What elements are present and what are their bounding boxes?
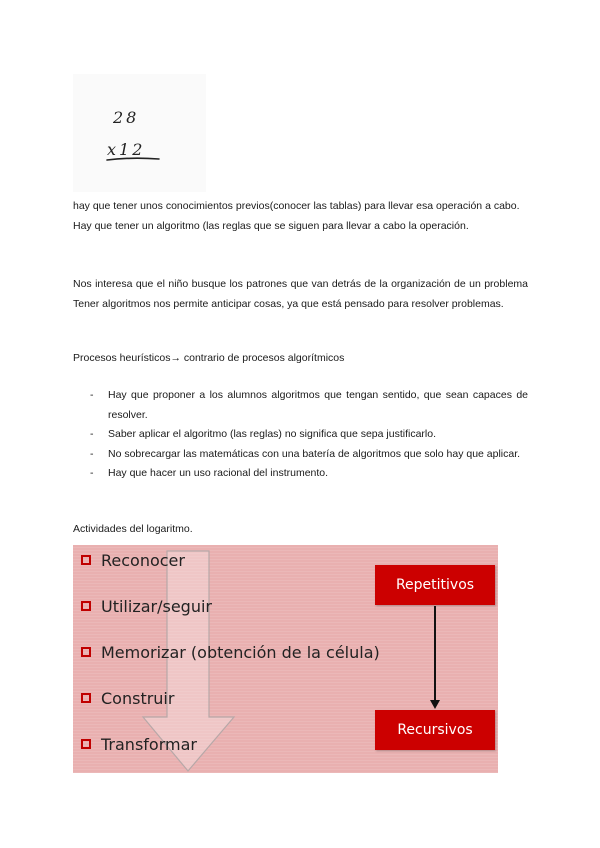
handwritten-top-number: 28 [113,108,140,127]
list-item-text: No sobrecargar las matemáticas con una batería de algoritmos que solo hay que aplicar. [108,447,521,460]
diagram-item-label: Utilizar/seguir [101,596,212,616]
recursivos-box: Recursivos [375,710,495,750]
diagram-caption: Actividades del logaritmo. [73,523,193,535]
diagram-item-label: Construir [101,688,175,708]
list-item-text: Saber aplicar el algoritmo (las reglas) no significa que sepa justificarlo. [108,428,436,440]
intro-line-1: hay que tener unos conocimientos previos(conocer las tablas) para llevar esa operación a cabo. [73,200,520,212]
diagram-item-memorizar [81,640,380,664]
checkbox-square-icon [81,601,91,611]
diagram-item-utilizar [81,594,212,618]
checkbox-square-icon [81,647,91,657]
heuristic-processes-line: Procesos heurísticos→ contrario de procesos algorítmicos [73,352,345,364]
list-item-text: Hay que hacer un uso racional del instrumento. [108,467,329,479]
diagram-item-transformar [81,732,197,756]
diagram-item-label: Transformar [101,734,197,754]
algorithm-guidelines-list [90,386,528,484]
intro-paragraph [73,197,528,236]
handwritten-multiplication-image [73,74,206,192]
diagram-item-label: Memorizar (obtención de la célula) [101,642,380,662]
handwritten-underline [107,158,159,160]
diagram-item-label: Reconocer [101,550,185,570]
repetitivos-box: Repetitivos [375,565,495,605]
intro-line-2: Hay que tener un algoritmo (las reglas que se siguen para llevar a cabo la operación. [73,219,469,232]
diagram-item-construir [81,686,174,710]
connector-arrowhead-icon [430,700,440,709]
list-item: - Hay que proponer a los alumnos algoritmos que tengan sentido, que sean capaces de resolver. [90,389,528,421]
checkbox-square-icon [81,739,91,749]
list-item: - Hay que hacer un uso racional del instrumento. [90,467,329,479]
diagram-item-reconocer [81,548,185,572]
list-item: - Saber aplicar el algoritmo (las reglas) no significa que sepa justificarlo. [90,428,436,440]
patterns-paragraph: Nos interesa que el niño busque los patrones que van detrás de la organización de un problema Tener algoritmos nos permite anticipar cosas, ya que está pensado para resolver problemas. [73,278,528,310]
handwritten-bottom-number: x12 [107,140,146,159]
checkbox-square-icon [81,555,91,565]
algorithm-activities-diagram [73,545,498,773]
list-item: - No sobrecargar las matemáticas con una batería de algoritmos que solo hay que aplicar. [90,447,521,460]
list-item-text: Hay que proponer a los alumnos algoritmos que tengan sentido, que sean capaces de resolver. [108,389,528,421]
checkbox-square-icon [81,693,91,703]
